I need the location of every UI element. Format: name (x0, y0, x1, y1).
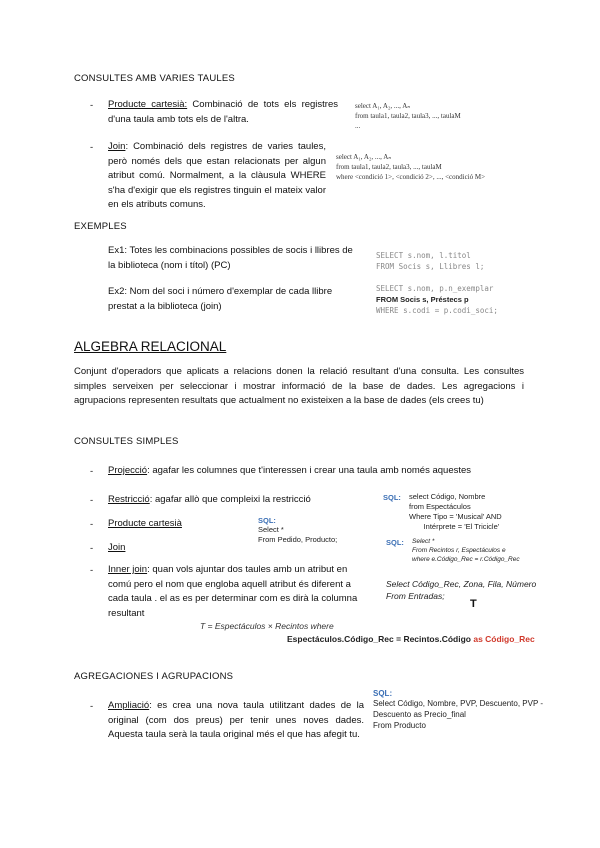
sql-line: select Código, Nombre (409, 492, 486, 501)
code-example-1 (376, 250, 576, 272)
sql-line: from Espectáculos (409, 502, 471, 511)
example-2: Ex2: Nom del soci i número d'exemplar de cada llibre prestat a la biblioteca (join) (108, 286, 333, 312)
code-line: FROM Socis s, Préstecs p (376, 295, 469, 304)
bullet-dash: - (90, 100, 94, 111)
item-ampliacio (108, 699, 364, 743)
sql-line: From Entradas; (386, 591, 445, 601)
section-heading-multi-tables: CONSULTES AMB VARIES TAULES (74, 73, 235, 84)
bullet-dash: - (90, 519, 94, 530)
sql-line: From Producto (373, 721, 426, 730)
sql-ampliacio (373, 689, 573, 731)
bullet-dash: - (90, 466, 94, 477)
sql-line: Intérprete = 'El Tricicle' (409, 522, 500, 531)
item-text: : agafar allò que compleixi la restricció (149, 494, 311, 505)
code-line: SELECT s.nom, l.titol (376, 251, 471, 260)
item-restriccio (108, 493, 368, 508)
snippet-line: from taula1, taula2, taula3, ..., taulaM (355, 112, 461, 120)
sql-line: Select Código_Rec, Zona, Fila, Número (386, 579, 537, 589)
sql-line: Select Código, Nombre, PVP, Descuento, PVP - Descuento as Precio_final (373, 699, 544, 719)
algebra-paragraph: Conjunt d'operadors que aplicats a relacions donen la relació resultant d'una consulta. Les consultes simples serveixen per seleccionar i mostrar informació de la base de dades. Les agregacions i agrupacions representen resultats que actualment no existeixen a la base de dades (els crees tu) (74, 366, 524, 406)
item-text: Combinació de tots els registres d'una taula amb tots els de l'altra. (108, 99, 338, 125)
sql-line: Select * (412, 538, 435, 545)
sql-label: SQL: (258, 516, 276, 525)
sql-line: Select * (258, 525, 284, 534)
section-heading-simples: CONSULTES SIMPLES (74, 436, 179, 447)
section-heading-agregacions: AGREGACIONES I AGRUPACIONS (74, 671, 234, 682)
snippet-line: ... (355, 122, 361, 130)
item-term: Join (108, 542, 126, 553)
code-example-2 (376, 283, 586, 316)
item-term: Join (108, 141, 126, 152)
snippet-line: select A₁, A₂, ..., Aₙ (336, 153, 392, 161)
sql-join (386, 538, 546, 564)
item-term: Projecció (108, 465, 148, 476)
sql-line: From Recintos r, Espectáculos e (412, 547, 506, 554)
snippet-cartesian (355, 101, 535, 131)
bullet-dash: - (90, 565, 94, 576)
formula-line-1: T = Espectáculos × Recintos where (200, 621, 334, 631)
item-producte-cartesia (108, 98, 338, 127)
code-line: FROM Socis s, Llibres l; (376, 262, 485, 271)
formula-condition: Espectáculos.Código_Rec = Recintos.Código (287, 634, 471, 644)
item-projeccio (108, 464, 528, 479)
sql-label: SQL: (386, 538, 404, 547)
page-title: ALGEBRA RELACIONAL (74, 339, 227, 354)
bullet-dash: - (90, 495, 94, 506)
item-term: Producte cartesià: (108, 99, 188, 110)
snippet-line: where <condició 1>, <condició 2>, ..., <condició M> (336, 173, 486, 181)
item-text: : Combinació dels registres de varies taules, però només dels que estan relacionats per algun atribut comú. Normalment, a la clàusula WHERE s'ha d'exigir que els registres tinguin el mateix valor en els atributs comuns. (108, 141, 326, 210)
item-term: Inner join (108, 564, 148, 575)
formula-alias: as Código_Rec (473, 634, 535, 644)
item-term: Ampliació (108, 700, 150, 711)
bullet-dash: - (90, 142, 94, 153)
item-producte (108, 517, 182, 532)
item-join (108, 140, 326, 213)
example-1: Ex1: Totes les combinacions possibles de socis i llibres de la biblioteca (nom i títol) (PC) (108, 245, 353, 271)
formula-line-2 (287, 634, 535, 644)
section-heading-examples: EXEMPLES (74, 221, 127, 232)
item-term: Restricció (108, 494, 150, 505)
snippet-line: from taula1, taula2, taula3, ..., taulaM (336, 163, 442, 171)
sql-line: where e.Código_Rec = r.Código_Rec (412, 556, 520, 563)
item-inner-join (108, 563, 370, 621)
sql-label: SQL: (383, 493, 401, 502)
item-join-simple (108, 541, 125, 556)
sql-label: SQL: (373, 689, 393, 698)
sql-restriccio (383, 493, 553, 532)
bullet-dash: - (90, 701, 94, 712)
bullet-dash: - (90, 543, 94, 554)
item-text: : quan vols ajuntar dos taules amb un atribut en comú pero el nom que engloba aquell atribut és diferent a cada taula . el as es per determinar com es dirà la columna resultant (108, 564, 358, 619)
sql-producte (258, 516, 378, 545)
code-line: WHERE s.codi = p.codi_soci; (376, 306, 498, 315)
t-mark: T (470, 598, 477, 610)
snippet-line: select A₁, A₂, ..., Aₙ (355, 102, 411, 110)
sql-line: From Pedido, Producto; (258, 535, 338, 544)
item-text: : agafar les columnes que t'interessen i crear una taula amb només aquestes (147, 465, 472, 476)
snippet-join (336, 152, 556, 182)
code-line: SELECT s.nom, p.n_exemplar (376, 284, 494, 293)
sql-line: Where Tipo = 'Musical' AND (409, 512, 502, 521)
item-text: : es crea una nova taula utilitzant dades de la original (com dos preus) per tenir unes noves dades. Aquesta taula serà la taula original més el que has afegit tu. (108, 700, 364, 740)
item-term: Producte cartesià (108, 518, 182, 529)
